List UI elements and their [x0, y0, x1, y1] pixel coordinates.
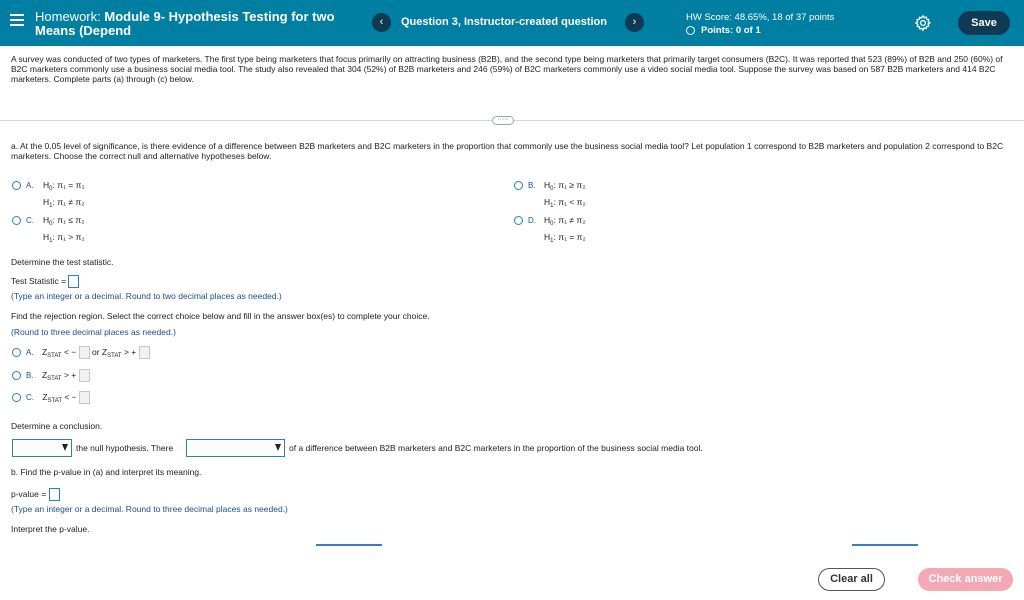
title-assignment: Module 9- Hypothesis Testing for two Means (Depend	[35, 9, 335, 38]
rejection-a-lower-input[interactable]	[79, 346, 90, 359]
option-b-hypotheses: $H_0$: π₁ ≥ π₂ $H_1$: π₁ < π₂	[544, 180, 586, 209]
clear-all-button[interactable]: Clear all	[818, 568, 885, 591]
radio-option-c[interactable]	[12, 216, 21, 225]
header-bar	[0, 0, 1024, 46]
rejection-b-input[interactable]	[79, 369, 90, 382]
dropdown-arrow-icon	[62, 444, 68, 451]
radio-rejection-a[interactable]	[12, 348, 21, 357]
rejection-a-upper-input[interactable]	[139, 346, 150, 359]
h1-statement: : π₁ > π₂	[52, 232, 85, 242]
conclusion-end-text: of a difference between B2B marketers and B2C marketers in the proportion of the business social media tool.	[289, 443, 703, 453]
title-prefix: Homework:	[35, 9, 105, 24]
conclusion-reject-dropdown[interactable]	[12, 439, 72, 457]
expand-more-button[interactable]: ·····	[492, 116, 514, 125]
radio-rejection-b[interactable]	[12, 371, 21, 380]
previous-question-button[interactable]: ‹	[372, 13, 391, 32]
settings-gear-icon[interactable]	[914, 14, 932, 32]
h1-statement: : π₁ < π₂	[553, 197, 586, 207]
pvalue-input[interactable]	[49, 488, 60, 501]
rejection-region-heading: Find the rejection region. Select the correct choice below and fill in the answer box(es) to complete your choice.	[11, 311, 430, 321]
option-letter: D.	[528, 216, 536, 225]
h0-statement: : π₁ ≥ π₂	[553, 180, 586, 190]
test-statistic-label: Test Statistic =	[11, 275, 67, 286]
test-statistic-row	[11, 275, 79, 288]
part-b-question: b. Find the p-value in (a) and interpret its meaning.	[11, 467, 202, 477]
option-letter: C.	[26, 216, 34, 225]
points-value: Points: 0 of 1	[701, 25, 761, 36]
h0-statement: : π₁ ≠ π₂	[553, 215, 586, 225]
points-circle-icon	[686, 26, 695, 35]
option-a-hypotheses: $H_0$: π₁ = π₂ $H_1$: π₁ ≠ π₂	[43, 180, 85, 209]
h1-statement: : π₁ = π₂	[553, 232, 586, 242]
option-c[interactable]	[12, 214, 40, 227]
test-statistic-input[interactable]	[68, 275, 79, 288]
h0-statement: : π₁ = π₂	[52, 180, 85, 190]
rejection-option-c[interactable]: C. $Z_{STAT}$ < −	[12, 391, 90, 407]
problem-intro: A survey was conducted of two types of marketers. The first type being marketers that focus primarily on attracting business (B2B), and the second type being marketers that primarily target consumers (B2C). It was reported that 523 (89%) of B2B and 250 (60%) of B2C marketers commonly use a business social media tool. The study also revealed that 304 (52%) of B2B marketers and 246 (59%) of B2C marketers commonly use a video social media tool. Suppose the survey was based on 587 B2B marketers and 414 B2C marketers. Complete parts (a) through (c) below.	[11, 54, 1003, 84]
option-letter: B.	[528, 181, 536, 190]
pvalue-row	[11, 488, 60, 501]
rejection-region-hint: (Round to three decimal places as needed.)	[11, 327, 176, 337]
check-answer-button[interactable]: Check answer	[918, 568, 1013, 591]
option-letter: A.	[26, 181, 34, 190]
pvalue-label: p-value =	[11, 488, 47, 499]
radio-option-d[interactable]	[514, 216, 523, 225]
option-d-hypotheses: $H_0$: π₁ ≠ π₂ $H_1$: π₁ = π₂	[544, 215, 586, 244]
question-label: Question 3, Instructor-created question	[401, 16, 607, 28]
conclusion-heading: Determine a conclusion.	[11, 421, 103, 431]
option-c-hypotheses: $H_0$: π₁ ≤ π₂ $H_1$: π₁ > π₂	[43, 215, 85, 244]
conclusion-mid-text: the null hypothesis. There	[76, 443, 174, 453]
pvalue-hint: (Type an integer or a decimal. Round to three decimal places as needed.)	[11, 504, 288, 514]
homework-title	[35, 10, 355, 38]
test-statistic-hint: (Type an integer or a decimal. Round to two decimal places as needed.)	[11, 291, 282, 301]
next-question-button[interactable]: ›	[625, 13, 644, 32]
hamburger-menu-icon[interactable]	[10, 14, 24, 25]
answer-tab-indicator	[316, 544, 382, 546]
option-a[interactable]	[12, 179, 40, 192]
conclusion-evidence-dropdown[interactable]	[186, 439, 285, 457]
rejection-c-input[interactable]	[79, 391, 90, 404]
radio-rejection-c[interactable]	[12, 393, 21, 402]
h1-statement: : π₁ ≠ π₂	[52, 197, 85, 207]
radio-option-b[interactable]	[514, 181, 523, 190]
answer-tab-indicator	[852, 544, 918, 546]
score-panel	[686, 11, 834, 37]
interpret-pvalue-label: Interpret the p-value.	[11, 524, 90, 534]
option-d[interactable]	[514, 214, 542, 227]
option-b[interactable]	[514, 179, 542, 192]
save-button[interactable]: Save	[958, 11, 1010, 35]
radio-option-a[interactable]	[12, 181, 21, 190]
rejection-option-a[interactable]: A. $Z_{STAT}$ < − or $Z_{STAT}$ > +	[12, 346, 150, 362]
rejection-option-b[interactable]: B. $Z_{STAT}$ > +	[12, 369, 90, 385]
test-statistic-heading: Determine the test statistic.	[11, 257, 114, 267]
h0-statement: : π₁ ≤ π₂	[52, 215, 85, 225]
part-a-question: a. At the 0.05 level of significance, is there evidence of a difference between B2B marketers and B2C marketers in the proportion that commonly use the business social media tool? Let population 1 correspond to B2B marketers and population 2 correspond to B2C marketers. Choose the correct null and alternative hypotheses below.	[11, 141, 1004, 161]
hw-score: HW Score: 48.65%, 18 of 37 points	[686, 12, 835, 23]
dropdown-arrow-icon	[275, 444, 281, 451]
